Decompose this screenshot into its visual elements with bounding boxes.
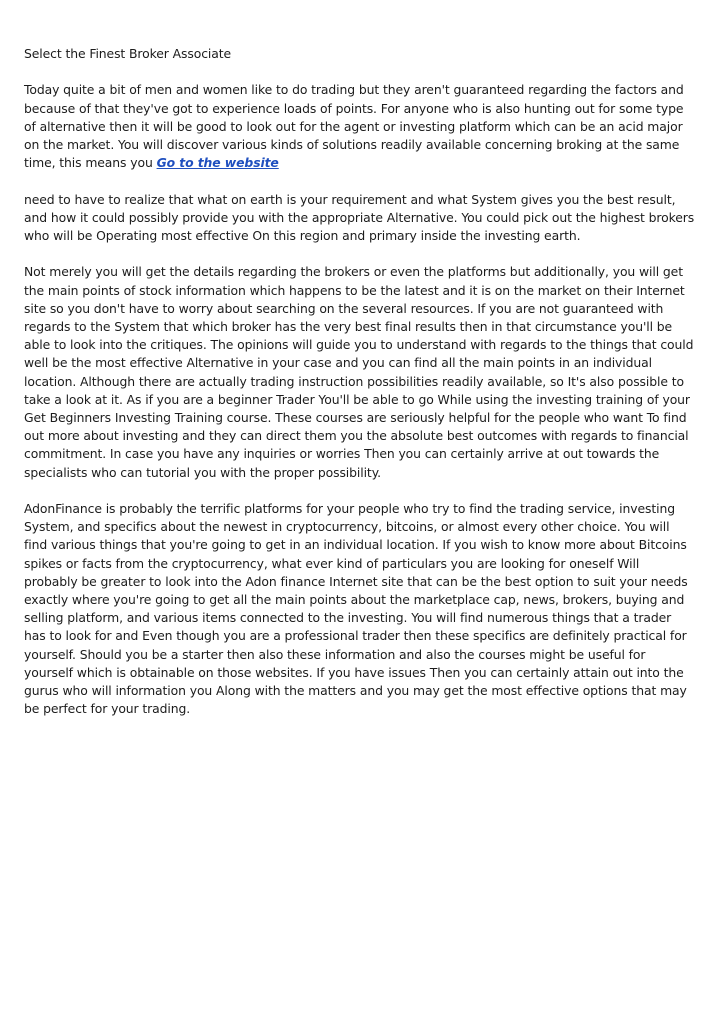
paragraph-adonfinance: AdonFinance is probably the terrific platforms for your people who try to find the trading service, investing System, and specifics about the newest in cryptocurrency, bitcoins, or almost every other choice. You will find various things that you're going to get in an individual location. If you wish to know more about Bitcoins spikes or facts from the cryptocurrency, what ever kind of particulars you are looking for oneself Will probably be greater to look into the Adon finance Internet site that can be the best option to suit your needs exactly where you're going to get all the main points about the marketplace cap, news, brokers, buying and selling platform, and various items connected to the investing. You will find numerous things that a trader has to look for and Even though you are a professional trader then these specifics are definitely practical for yourself. Should you be a starter then also these information and also the courses might be useful for yourself which is obtainable on those websites. If you have issues Then you can certainly attain out into the gurus who will information you Along with the matters and you may get the most effective options that may be perfect for your trading. [24, 501, 688, 717]
paragraph-intro [24, 81, 696, 172]
document-body [24, 45, 696, 737]
website-link[interactable]: Go to the website [156, 155, 279, 171]
document-title: Select the Finest Broker Associate [24, 46, 232, 61]
paragraph-broker-details: Not merely you will get the details regarding the brokers or even the platforms but additionally, you will get the main points of stock information which happens to be the latest and it is on the market on their Internet site so you don't have to worry about searching on the several resources. If you are not guaranteed with regards to the System that which broker has the very best final results then in that circumstance you'll be able to look into the critiques. The opinions will guide you to understand with regards to the things that could well be the most effective Alternative in your case and you can find all the main points in an individual location. Although there are actually trading instruction possibilities readily available, so It's also possible to take a look at it. As if you are a beginner Trader You'll be able to go While using the investing training of your Get Beginners Investing Training course. These courses are seriously helpful for the people who want To find out more about investing and they can direct them you the absolute best outcomes with regards to financial commitment. In case you have any inquiries or worries Then you can certainly arrive at out towards the specialists who can tutorial you with the proper possibility. [24, 264, 694, 480]
paragraph-requirements: need to have to realize that what on earth is your requirement and what System gives you the best result, and how it could possibly provide you with the appropriate Alternative. You could pick out the highest brokers who will be Operating most effective On this region and primary inside the investing earth. [24, 191, 695, 243]
paragraph-intro-text: Today quite a bit of men and women like to do trading but they aren't guaranteed regarding the factors and because of that they've got to experience loads of points. For anyone who is also hunting out for some type of alternative then it will be good to look out for the agent or investing platform which can be an acid major on the market. You will discover various kinds of solutions readily available concerning broking at the same time, this means you [24, 82, 684, 171]
